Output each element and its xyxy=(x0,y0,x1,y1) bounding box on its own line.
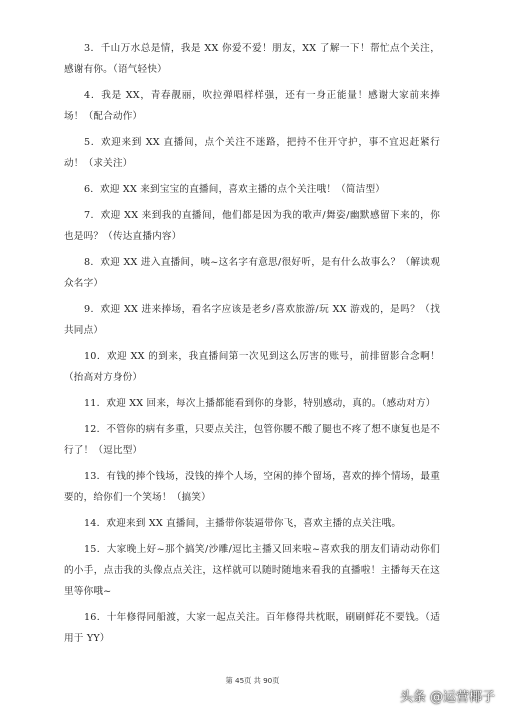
paragraph-7: 7．欢迎 XX 来到我的直播间，他们都是因为我的歌声/舞姿/幽默感留下来的，你也是吗？（传达直播内容） xyxy=(64,210,440,242)
paragraph-3: 3．千山万水总是情，我是 XX 你爱不爱！朋友，XX 了解一下！帮忙点个关注，感谢有你。（语气轻快） xyxy=(64,43,440,75)
paragraph-16: 16．十年修得同船渡，大家一起点关注。百年修得共枕眠，刷刷鲜花不要钱。（适用于 YY） xyxy=(64,612,440,644)
paragraph-12: 12．不管你的病有多重，只要点关注，包管你腰不酸了腿也不疼了想不康复也是不行了！（逗比型） xyxy=(64,424,440,456)
paragraph-6: 6．欢迎 XX 来到宝宝的直播间，喜欢主播的点个关注哦！（简洁型） xyxy=(84,184,386,195)
paragraph-13: 13．有钱的捧个钱场，没钱的捧个人场，空闲的捧个留场，喜欢的捧个情场，最重要的，给你们一个笑场！（搞笑） xyxy=(64,471,440,503)
paragraph-9: 9．欢迎 XX 进来捧场，看名字应该是老乡/喜欢旅游/玩 XX 游戏的，是吗？（找共同点） xyxy=(64,304,440,336)
paragraph-10: 10．欢迎 XX 的到来，我直播间第一次见到这么厉害的账号，前排留影合念啊！（抬高对方身份） xyxy=(64,351,440,383)
paragraph-15: 15．大家晚上好~那个搞笑/沙雕/逗比主播又回来啦~喜欢我的朋友们请动动你们的小手，点击我的头像点点关注，这样就可以随时随地来看我的直播啦！主播每天在这里等你哦~ xyxy=(64,544,440,597)
paragraph-11: 11．欢迎 XX 回来，每次上播都能看到你的身影，特别感动，真的。（感动对方） xyxy=(84,398,436,409)
paragraph-5: 5．欢迎来到 XX 直播间，点个关注不迷路，把持不住开守护，事不宜迟赶紧行动！（求关注） xyxy=(64,137,440,169)
paragraph-14: 14．欢迎来到 XX 直播间，主播带你装逼带你飞，喜欢主播的点关注哦。 xyxy=(84,518,402,529)
paragraph-8: 8．欢迎 XX 进入直播间，咦~这名字有意思/很好听，是有什么故事么？（解读观众名字） xyxy=(64,257,440,289)
document-body xyxy=(64,38,440,654)
watermark: 头条 @运营椰子 xyxy=(399,690,495,705)
paragraph-4: 4．我是 XX，青春靓丽，吹拉弹唱样样强，还有一身正能量！感谢大家前来捧场！（配合动作） xyxy=(64,90,440,122)
page-number: 第 45页 共 90页 xyxy=(225,676,280,685)
